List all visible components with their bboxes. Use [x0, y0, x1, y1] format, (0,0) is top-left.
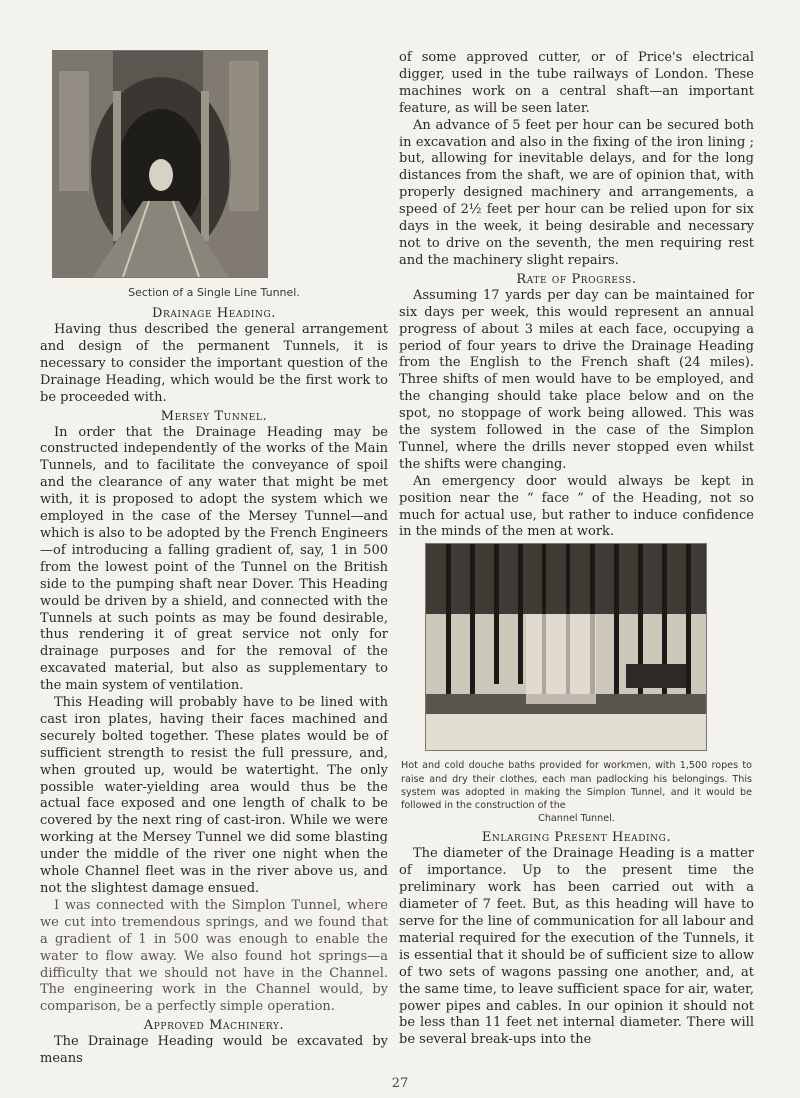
right-column	[399, 50, 754, 1049]
paragraph: The diameter of the Drainage Heading is a matter of importance. Up to the present time the preliminary work has been carried out with a diameter of 7 feet. But, as this heading will have to serve for the line of communication for all labour and material required for the execution of the Tunnels, it is essential that it should be of sufficient size to allow of two sets of wagons passing one another, and, at the same time, to leave sufficient space for air, water, power pipes and cables. In our opinion it should not be less than 11 feet net internal diameter. There will be several break-ups into the	[399, 846, 754, 1048]
paragraph: In order that the Drainage Heading may be constructed independently of the works of the Main Tunnels, and to facilitate the conveyance of spoil and the clearance of any water that might be met with, it is proposed to adopt the system which we employed in the case of the Mersey Tunnel—and which is also to be adopted by the French Engineers—of introducing a falling gradient of, say, 1 in 500 from the lowest point of the Tunnel on the British side to the pumping shaft near Dover. This Heading would be driven by a shield, and connected with the Tunnels at such points as may be found desirable, thus rendering it of great service not only for drainage purposes and for the removal of the excavated material, but also as supplementary to the main system of ventilation.	[40, 424, 388, 694]
paragraph: I was connected with the Simplon Tunnel, where we cut into tremendous springs, and we found that a gradient of 1 in 500 was enough to enable the water to flow away. We also found hot springs—a difficulty that we should not have in the Channel. The engineering work in the Channel would, by comparison, be a perfectly simple operation.	[40, 897, 388, 1015]
paragraph: of some approved cutter, or of Price's electrical digger, used in the tube railways of London. These machines work on a central shaft—an important feature, as will be seen later.	[399, 50, 754, 116]
heading-drainage: Drainage Heading.	[151, 306, 277, 321]
paragraph: Having thus described the general arrangement and design of the permanent Tunnels, it is necessary to consider the important question of the Drainage Heading, which would be the first work to be proceeded with.	[40, 322, 388, 405]
paragraph: An advance of 5 feet per hour can be secured both in excavation and also in the fixing of the iron lining ; but, allowing for inevitable delays, and for the long distances from the shaft, we are of opinion that, with properly designed machinery and arrangements, a speed of 2½ feet per hour can be relied upon for six days in the week, it being desirable and necessary not to drive on the seventh, the men requiring rest and the machinery slight repairs.	[399, 117, 754, 268]
paragraph: An emergency door would always be kept in position near the “ face ” of the Heading, not so much for actual use, but rather to induce confidence in the minds of the men at work.	[399, 473, 754, 540]
heading-rate-of-progress: Rate of Progress.	[516, 271, 637, 287]
douche-baths-image	[426, 544, 706, 750]
paragraph: This Heading will probably have to be lined with cast iron plates, having their faces machined and securely bolted together. These plates would be of sufficient strength to resist the full pressure, and, when grouted up, would be watertight. The only possible water-yielding area would thus be the actual face exposed and one length of chalk to be covered by the next ring of cast-iron. While we were working at the Mersey Tunnel we did some blasting under the middle of the river one night when the whole Channel fleet was in the river above us, and not the slightest damage ensued.	[40, 695, 388, 896]
left-column	[40, 50, 388, 1068]
baths-caption-end: Channel Tunnel.	[538, 813, 615, 825]
page-number: 27	[391, 1076, 409, 1091]
baths-caption-main: Hot and cold douche baths provided for workmen, with 1,500 ropes to raise and dry their clothes, each man padlocking his belongings. This system was adopted in making the Simplon Tunnel, and it would be followed in the construction of the	[401, 760, 752, 811]
tunnel-section-photo	[52, 50, 268, 278]
baths-photo-caption	[401, 759, 752, 825]
paragraph: The Drainage Heading would be excavated by means	[40, 1034, 388, 1067]
douche-baths-photo	[425, 543, 707, 751]
heading-mersey-tunnel: Mersey Tunnel.	[160, 408, 268, 424]
tunnel-section-image	[53, 51, 267, 277]
paragraph: Assuming 17 yards per day can be maintained for six days per week, this would represent an annual progress of about 3 miles at each face, occupying a period of four years to drive the Drainage Heading from the English to the French shaft (24 miles). Three shifts of men would have to be employed, and the changing should take place below and on the spot, no stoppage of work being allowed. This was the system followed in the case of the Simplon Tunnel, where the drills never stopped even whilst the shifts were changing.	[399, 287, 754, 472]
heading-enlarging-heading: Enlarging Present Heading.	[481, 830, 672, 846]
heading-approved-machinery: Approved Machinery.	[143, 1018, 285, 1034]
tunnel-photo-caption: Section of a Single Line Tunnel.	[128, 286, 300, 299]
